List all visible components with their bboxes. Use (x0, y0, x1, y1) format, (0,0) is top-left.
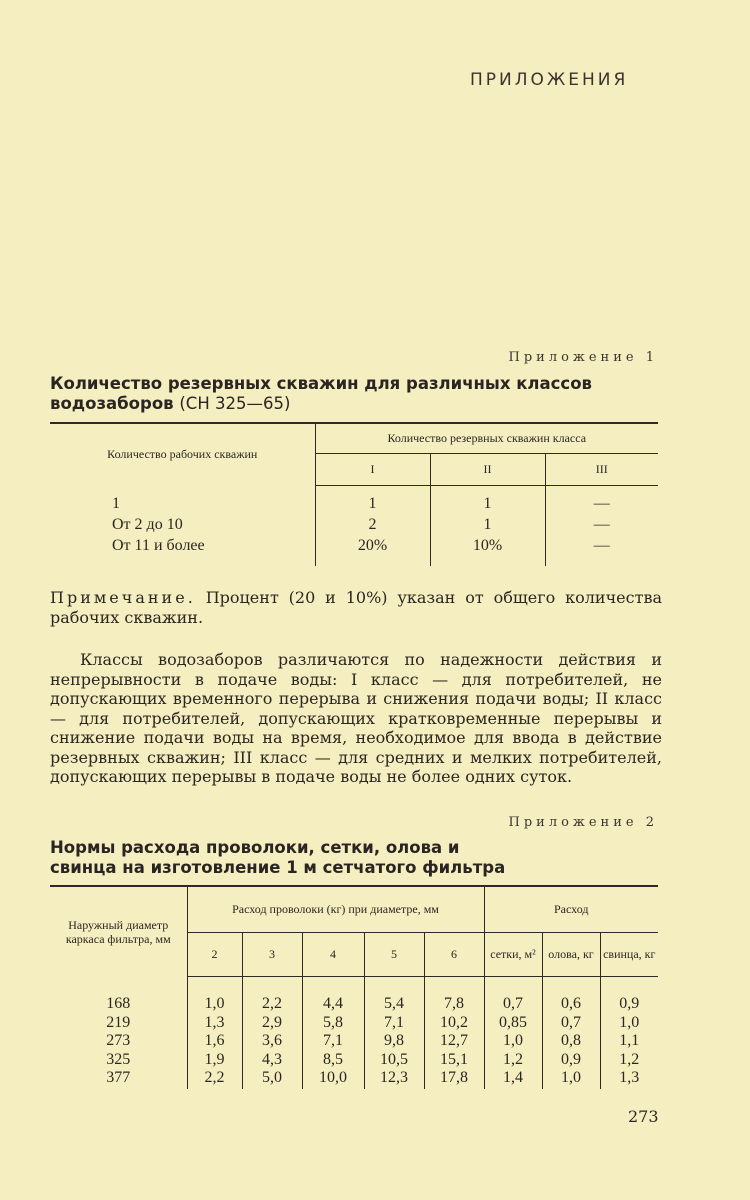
cell-diameter: 273 (106, 1032, 131, 1049)
cell-class-2: 10% (430, 535, 545, 556)
cell-wire: 1,6 (204, 1032, 225, 1049)
cell-tin: 0,7 (561, 1013, 581, 1031)
cell-wire: 5,4 (384, 995, 404, 1012)
col-wire-5: 5 (364, 932, 424, 976)
cell-wire: 9,8 (384, 1032, 404, 1049)
cell-wire: 17,8 (440, 1069, 468, 1086)
col-class-2: II (430, 453, 545, 485)
cell-class-1: 1 (315, 493, 430, 514)
col-outer-diameter: Наружный диаметр каркаса фильтра, мм (65, 917, 171, 946)
appendix-1-title-bold: Количество резервных скважин для различных классов водозаборов (50, 374, 592, 413)
cell-wire: 5,0 (262, 1069, 282, 1086)
col-class-1: I (315, 453, 430, 485)
cell-lead: 0,9 (619, 995, 640, 1012)
cell-wire-3-column (242, 994, 302, 1089)
cell-wire: 12,3 (380, 1069, 408, 1086)
cell-class-1: 20% (315, 535, 430, 556)
cell-wire: 15,1 (440, 1050, 468, 1068)
appendix-1-title-norm: (СН 325—65) (179, 394, 291, 413)
col-wire-4: 4 (302, 932, 364, 976)
cell-diameter: 168 (106, 995, 131, 1012)
col-reserve-group: Количество резервных скважин класса (315, 423, 658, 453)
cell-workers: 1 (112, 495, 120, 512)
cell-wire: 8,5 (323, 1050, 343, 1068)
cell-lead: 1,0 (619, 1013, 640, 1031)
appendix-1-title (50, 374, 660, 414)
cell-mesh: 1,4 (503, 1069, 523, 1086)
appendix-1-label: Приложение 1 (508, 350, 658, 365)
cell-wire: 10,5 (380, 1050, 408, 1068)
cell-wire: 2,9 (262, 1013, 282, 1031)
cell-wire-4-column (302, 994, 364, 1089)
cell-class-3: — (545, 493, 658, 514)
table-row (50, 514, 658, 535)
cell-diameter-column (50, 994, 187, 1089)
cell-tin: 0,9 (561, 1050, 581, 1068)
cell-wire: 10,2 (440, 1013, 468, 1031)
cell-mesh: 0,85 (499, 1013, 527, 1031)
cell-wire: 4,3 (262, 1050, 282, 1068)
cell-wire: 1,3 (204, 1013, 225, 1031)
cell-wire: 2,2 (204, 1069, 225, 1086)
cell-wire: 5,8 (323, 1013, 343, 1031)
cell-wire: 2,2 (262, 995, 282, 1012)
col-wire-3: 3 (242, 932, 302, 976)
running-head: ПРИЛОЖЕНИЯ (470, 70, 629, 90)
table-row (50, 493, 658, 514)
table-row (50, 535, 658, 556)
page-number: 273 (628, 1107, 659, 1126)
cell-mesh-column (484, 994, 542, 1089)
cell-wire: 7,1 (323, 1032, 343, 1049)
cell-wire: 1,0 (204, 995, 225, 1012)
cell-lead: 1,3 (619, 1069, 640, 1086)
cell-mesh: 1,0 (503, 1032, 523, 1049)
cell-class-2: 1 (430, 514, 545, 535)
cell-diameter: 377 (106, 1069, 131, 1086)
cell-class-1: 2 (315, 514, 430, 535)
cell-tin: 0,6 (561, 995, 581, 1012)
cell-wire-5-column (364, 994, 424, 1089)
cell-lead: 1,2 (619, 1050, 640, 1068)
cell-mesh: 1,2 (503, 1050, 523, 1068)
cell-wire: 12,7 (440, 1032, 468, 1049)
table-row (50, 994, 658, 1089)
cell-wire: 10,0 (319, 1069, 347, 1086)
classes-paragraph: Классы водозаборов различаются по надежности действия и непрерывности в подаче воды: I класс — для потребителей, не допускающих временного перерыва и снижения подачи воды; II класс — для потребителей, допускающих кратковременные перерывы и снижение подачи воды на время, необходимое для ввода в действие резервных скважин; III класс — для средних и мелких потребителей, допускающих перерывы в подаче воды не более одних суток. (50, 650, 662, 786)
cell-class-3: — (545, 514, 658, 535)
cell-tin: 1,0 (561, 1069, 581, 1086)
cell-workers: От 11 и более (112, 537, 205, 554)
cell-wire: 4,4 (323, 995, 343, 1012)
cell-wire: 3,6 (262, 1032, 282, 1049)
note-label: Примечание. (50, 588, 196, 607)
cell-tin: 0,8 (561, 1032, 581, 1049)
col-wire-6: 6 (424, 932, 484, 976)
appendix-2-title: Нормы расхода проволоки, сетки, олова и свинца на изготовление 1 м сетчатого фильтра (50, 838, 506, 877)
col-working-wells: Количество рабочих скважин (107, 447, 258, 461)
cell-diameter: 325 (106, 1050, 131, 1068)
col-tin: олова, кг (542, 932, 600, 976)
cell-wire: 7,8 (444, 995, 464, 1012)
col-wire-consumption: Расход проволоки (кг) при диаметре, мм (187, 886, 484, 932)
col-consumption: Расход (484, 886, 658, 932)
reserve-wells-table (50, 422, 658, 566)
appendix-2-label: Приложение 2 (508, 815, 658, 830)
note-text: Процент (20 и 10%) указан от общего количества рабочих скважин. (50, 588, 662, 627)
cell-wire: 1,9 (204, 1050, 225, 1068)
cell-class-2: 1 (430, 493, 545, 514)
cell-wire-2-column (187, 994, 242, 1089)
col-class-3: III (545, 453, 658, 485)
cell-diameter: 219 (106, 1013, 131, 1031)
col-lead: свинца, кг (600, 932, 658, 976)
cell-lead-column (600, 994, 658, 1089)
appendix-1-note (50, 588, 662, 627)
cell-tin-column (542, 994, 600, 1089)
cell-wire-6-column (424, 994, 484, 1089)
filter-materials-table (50, 885, 658, 1089)
col-wire-2: 2 (187, 932, 242, 976)
col-mesh: сетки, м² (484, 932, 542, 976)
cell-lead: 1,1 (619, 1032, 640, 1049)
cell-class-3: — (545, 535, 658, 556)
cell-workers: От 2 до 10 (112, 516, 183, 533)
cell-wire: 7,1 (384, 1013, 404, 1031)
cell-mesh: 0,7 (503, 995, 523, 1012)
